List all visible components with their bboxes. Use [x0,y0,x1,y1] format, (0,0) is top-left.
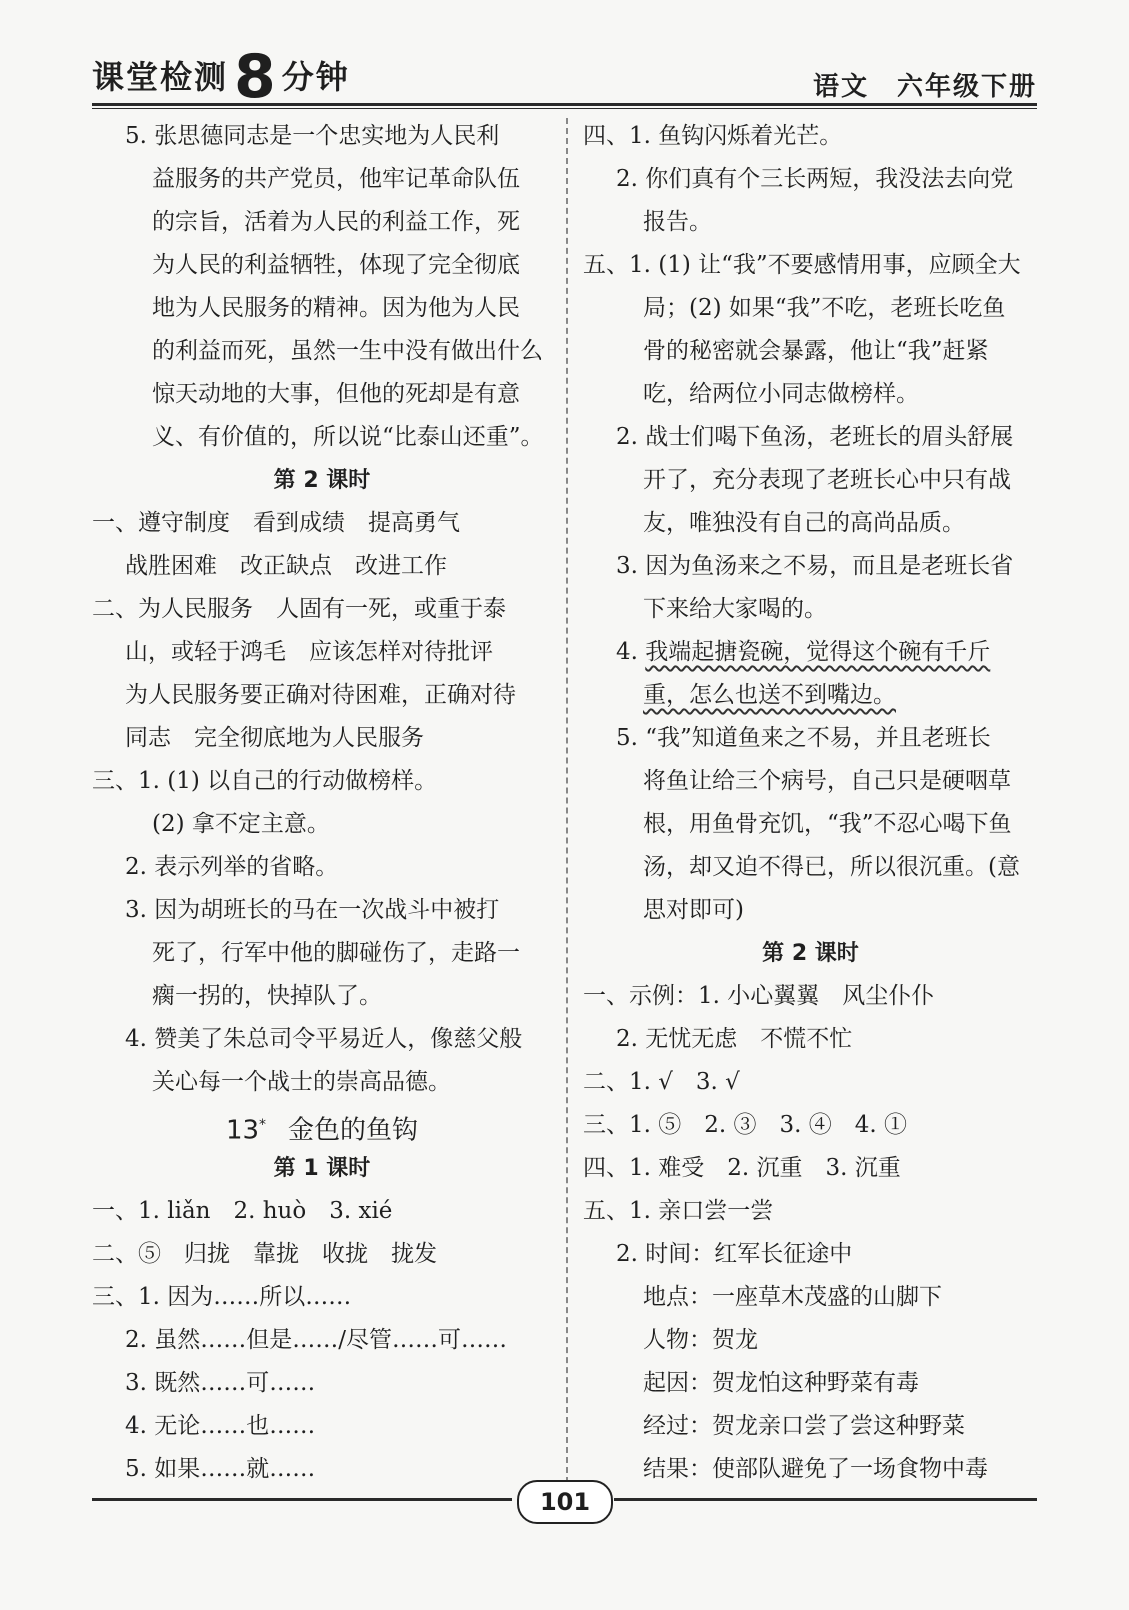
answer-line: 三、1. 因为……所以…… [92,1284,352,1310]
answer-line: 一、1. liǎn 2. huò 3. xié [92,1198,393,1224]
answer-line: 五、1. (1) 让“我”不要感情用事，应顾全大 [583,252,1021,278]
answer-line: 四、1. 鱼钩闪烁着光芒。 [583,123,843,149]
answer-line: 惊天动地的大事，但他的死却是有意 [152,381,520,407]
lesson-heading: 第 1 课时 [273,1156,371,1181]
answer-line: 开了，充分表现了老班长心中只有战 [643,467,1011,493]
answer-line: 二、1. √ 3. √ [583,1069,740,1095]
answer-line: 3. 因为胡班长的马在一次战斗中被打 [125,897,500,923]
answer-line: 义、有价值的，所以说“比泰山还重”。 [152,424,544,450]
answer-line [583,674,1038,717]
answer-line: 瘸一拐的，快掉队了。 [152,983,382,1009]
answer-line: 战胜困难 改正缺点 改进工作 [125,553,447,579]
brand-suffix: 分钟 [281,58,350,96]
header-rule [92,103,1037,106]
answer-line: 2. 战士们喝下鱼汤，老班长的眉头舒展 [616,424,1014,450]
subject-label: 语文 [812,72,869,102]
answer-line: 3. 既然……可…… [125,1370,316,1396]
brand-prefix: 课堂检测 [92,58,229,96]
answer-line: 4. 赞美了朱总司令平易近人，像慈父般 [125,1026,523,1052]
answer-line: 5. “我”知道鱼来之不易，并且老班长 [616,725,991,751]
answer-line [583,631,1038,674]
answer-line: 经过：贺龙亲口尝了尝这种野菜 [643,1413,965,1439]
answer-line: 二、⑤ 归拢 靠拢 收拢 拢发 [92,1241,437,1267]
right-column [583,115,1038,1491]
answer-line: 三、1. ⑤ 2. ③ 3. ④ 4. ① [583,1112,908,1138]
header-rule-thin [92,108,1037,109]
brand-number: 8 [234,42,276,112]
answer-line: 5. 如果……就…… [125,1456,316,1482]
answer-line: 死了，行军中他的脚碰伤了，走路一 [152,940,520,966]
answer-line: 汤，却又迫不得已，所以很沉重。(意 [643,854,1020,880]
answer-line: 的宗旨，活着为人民的利益工作，死 [152,209,520,235]
answer-line: 为人民服务要正确对待困难，正确对待 [125,682,516,708]
book-brand [92,42,350,112]
answer-line: 吃，给两位小同志做榜样。 [643,381,919,407]
underlined-answer: 我端起搪瓷碗，觉得这个碗有千斤 [645,639,991,665]
lesson-heading: 第 2 课时 [762,941,859,966]
footer-rule [614,1498,1037,1501]
answer-line: 五、1. 亲口尝一尝 [583,1198,774,1224]
answer-line: 为人民的利益牺牲，体现了完全彻底 [152,252,520,278]
answer-line: 三、1. (1) 以自己的行动做榜样。 [92,768,438,794]
lesson-heading: 第 2 课时 [273,468,371,493]
answer-line: 3. 因为鱼汤来之不易，而且是老班长省 [616,553,1014,579]
underlined-answer: 重，怎么也送不到嘴边。 [643,682,896,708]
page-number: 101 [517,1480,613,1524]
answer-line: 四、1. 难受 2. 沉重 3. 沉重 [583,1155,901,1181]
answer-line: 思对即可) [643,897,744,923]
optional-mark: * [259,1117,267,1133]
answer-line: 地为人民服务的精神。因为他为人民 [152,295,520,321]
lesson-number: 13 [225,1115,260,1146]
footer-rule [92,1498,512,1501]
lesson-name: 金色的鱼钩 [288,1115,419,1146]
answer-line: 人物：贺龙 [643,1327,758,1353]
answer-line: 2. 虽然……但是……/尽管……可…… [125,1327,508,1353]
lesson-title [92,1104,552,1147]
answer-line: 2. 表示列举的省略。 [125,854,339,880]
answer-line: 益服务的共产党员，他牢记革命队伍 [152,166,520,192]
answer-line: (2) 拿不定主意。 [152,811,330,837]
answer-line: 2. 你们真有个三长两短，我没法去向党 [616,166,1014,192]
left-column [92,115,552,1491]
answer-line: 二、为人民服务 人固有一死，或重于泰 [92,596,506,622]
answer-line: 报告。 [643,209,712,235]
item-number: 4. [616,639,638,665]
answer-line: 根，用鱼骨充饥，“我”不忍心喝下鱼 [643,811,1012,837]
answer-line: 2. 时间：红军长征途中 [616,1241,853,1267]
answer-line: 下来给大家喝的。 [643,596,827,622]
answer-line: 一、遵守制度 看到成绩 提高勇气 [92,510,460,536]
answer-line: 起因：贺龙怕这种野菜有毒 [643,1370,919,1396]
answer-line: 结果：使部队避免了一场食物中毒 [643,1456,988,1482]
answer-line: 将鱼让给三个病号，自己只是硬咽草 [643,768,1011,794]
subject-grade [813,66,1037,103]
page-header [92,40,1037,112]
answer-line: 同志 完全彻底地为人民服务 [125,725,424,751]
answer-line: 山，或轻于鸿毛 应该怎样对待批评 [125,639,493,665]
answer-line: 关心每一个战士的崇高品德。 [152,1069,451,1095]
answer-line: 地点：一座草木茂盛的山脚下 [643,1284,942,1310]
grade-label: 六年级下册 [896,72,1037,102]
answer-line: 的利益而死，虽然一生中没有做出什么 [152,338,543,364]
column-divider [566,118,568,1493]
answer-line: 2. 无忧无虑 不慌不忙 [616,1026,853,1052]
answer-line: 5. 张思德同志是一个忠实地为人民利 [125,123,500,149]
answer-line: 骨的秘密就会暴露，他让“我”赶紧 [643,338,989,364]
answer-line: 4. 无论……也…… [125,1413,316,1439]
answer-line: 友，唯独没有自己的高尚品质。 [643,510,965,536]
answer-line: 一、示例：1. 小心翼翼 风尘仆仆 [583,983,935,1009]
answer-line: 局；(2) 如果“我”不吃，老班长吃鱼 [643,295,1006,321]
